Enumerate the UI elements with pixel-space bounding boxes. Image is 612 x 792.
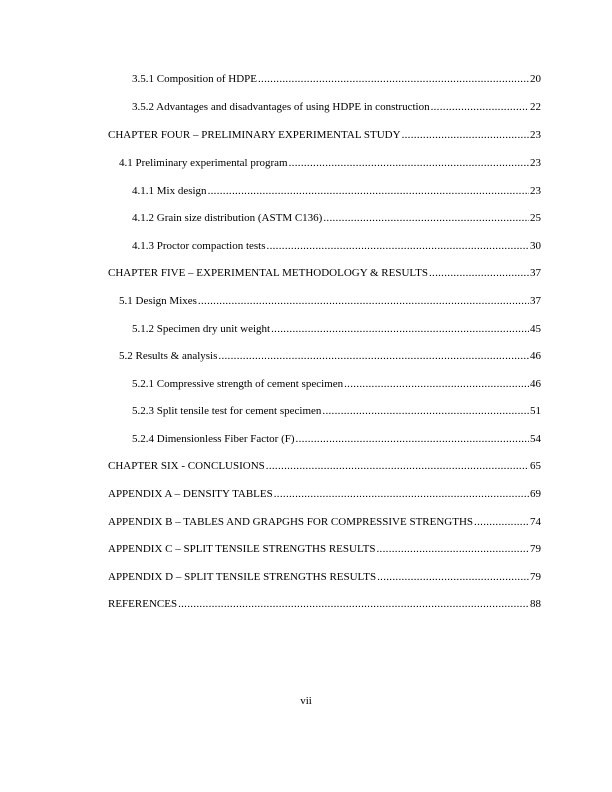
toc-entry-title: 4.1.2 Grain size distribution (ASTM C136) (132, 212, 323, 224)
toc-entry-title: 4.1 Preliminary experimental program (119, 157, 288, 169)
toc-entry-page: 22 (530, 101, 541, 113)
toc-entry[interactable] (108, 515, 541, 529)
toc-entry-title: 3.5.2 Advantages and disadvantages of using HDPE in construction (132, 101, 430, 113)
toc-leader-dots (322, 404, 529, 418)
toc-entry-title: 5.1.2 Specimen dry unit weight (132, 323, 271, 335)
toc-entry-title: 5.1 Design Mixes (119, 295, 197, 307)
toc-entry[interactable] (132, 404, 541, 418)
page-number: vii (300, 695, 312, 707)
toc-entry-page: 46 (530, 378, 541, 390)
toc-leader-dots (344, 377, 529, 391)
toc-leader-dots (474, 515, 529, 529)
toc-entry-page: 79 (530, 543, 541, 555)
toc-entry[interactable] (132, 100, 541, 114)
toc-entry-title: 3.5.1 Composition of HDPE (132, 73, 257, 85)
toc-leader-dots (208, 184, 529, 198)
toc-entry-page: 37 (530, 295, 541, 307)
toc-entry-title: APPENDIX D – SPLIT TENSILE STRENGTHS RESULTS (108, 571, 377, 583)
toc-leader-dots (429, 266, 529, 280)
toc-entry-title: CHAPTER FOUR – PRELIMINARY EXPERIMENTAL STUDY (108, 129, 401, 141)
toc-leader-dots (198, 294, 529, 308)
toc-entry-page: 54 (530, 433, 541, 445)
toc-entry-title: CHAPTER FIVE – EXPERIMENTAL METHODOLOGY & RESULTS (108, 267, 428, 279)
toc-entry[interactable] (108, 487, 541, 501)
toc-entry[interactable] (132, 72, 541, 86)
toc-entry[interactable] (132, 211, 541, 225)
toc-leader-dots (323, 211, 529, 225)
toc-entry[interactable] (119, 349, 541, 363)
toc-entry-page: 79 (530, 571, 541, 583)
toc-leader-dots (218, 349, 529, 363)
toc-entry[interactable] (132, 322, 541, 336)
toc-leader-dots (296, 432, 529, 446)
toc-entry-page: 23 (530, 157, 541, 169)
toc-entry-page: 30 (530, 240, 541, 252)
toc-entry-page: 23 (530, 129, 541, 141)
toc-entry-page: 88 (530, 598, 541, 610)
toc-entry[interactable] (108, 542, 541, 556)
toc-entry[interactable] (108, 570, 541, 584)
toc-entry[interactable] (108, 459, 541, 473)
toc-entry[interactable] (119, 294, 541, 308)
toc-entry-page: 65 (530, 460, 541, 472)
toc-entry-title: 4.1.1 Mix design (132, 185, 207, 197)
toc-entry[interactable] (132, 377, 541, 391)
toc-entry[interactable] (108, 597, 541, 611)
toc-leader-dots (274, 487, 529, 501)
toc-entry-page: 69 (530, 488, 541, 500)
toc-leader-dots (178, 597, 529, 611)
toc-leader-dots (402, 128, 529, 142)
toc-entry-title: APPENDIX C – SPLIT TENSILE STRENGTHS RESULTS (108, 543, 376, 555)
toc-entry-title: CHAPTER SIX - CONCLUSIONS (108, 460, 265, 472)
toc-entry-title: 4.1.3 Proctor compaction tests (132, 240, 266, 252)
toc-leader-dots (377, 570, 529, 584)
toc-entry-title: 5.2.1 Compressive strength of cement specimen (132, 378, 344, 390)
toc-entry-title: 5.2.3 Split tensile test for cement specimen (132, 405, 322, 417)
toc-entry-page: 20 (530, 73, 541, 85)
toc-leader-dots (431, 100, 529, 114)
toc-entry[interactable] (119, 156, 541, 170)
toc-entry-page: 74 (530, 516, 541, 528)
toc-leader-dots (271, 322, 529, 336)
toc-leader-dots (377, 542, 530, 556)
toc-entry-page: 25 (530, 212, 541, 224)
toc-entry-page: 46 (530, 350, 541, 362)
toc-entry-page: 23 (530, 185, 541, 197)
toc-entry-title: APPENDIX B – TABLES AND GRAPGHS FOR COMPRESSIVE STRENGTHS (108, 516, 474, 528)
toc-entry-title: APPENDIX A – DENSITY TABLES (108, 488, 273, 500)
toc-entry[interactable] (132, 184, 541, 198)
toc-leader-dots (289, 156, 529, 170)
toc-entry-page: 45 (530, 323, 541, 335)
toc-entry-page: 51 (530, 405, 541, 417)
toc-entry[interactable] (108, 128, 541, 142)
toc-entry[interactable] (132, 239, 541, 253)
toc-entry-page: 37 (530, 267, 541, 279)
toc-entry[interactable] (132, 432, 541, 446)
toc-leader-dots (266, 459, 529, 473)
toc-leader-dots (258, 72, 529, 86)
toc-leader-dots (267, 239, 529, 253)
toc-entry-title: 5.2 Results & analysis (119, 350, 218, 362)
toc-entry-title: REFERENCES (108, 598, 178, 610)
toc-entry[interactable] (108, 266, 541, 280)
toc-entry-title: 5.2.4 Dimensionless Fiber Factor (F) (132, 433, 295, 445)
